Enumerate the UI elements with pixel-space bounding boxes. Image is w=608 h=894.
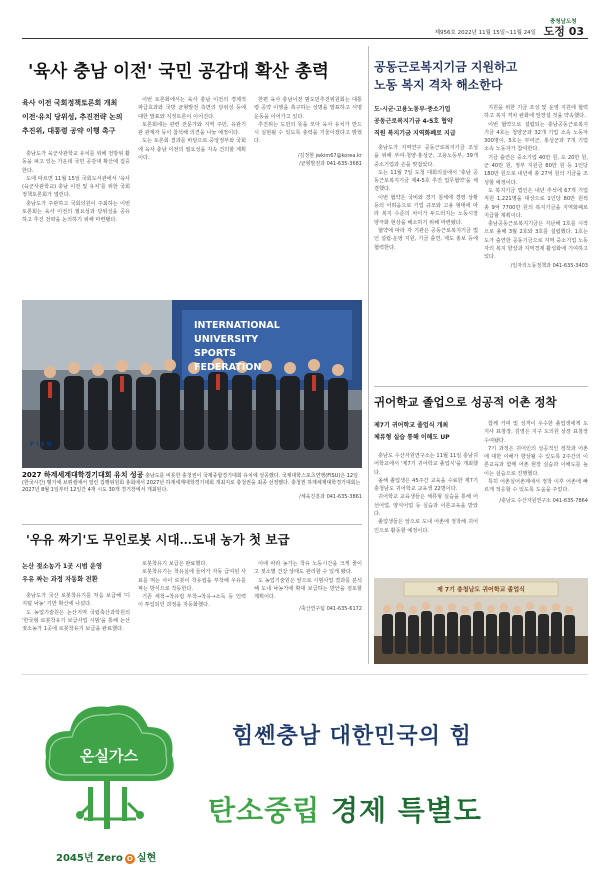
photo-1-caption-title: 2027 하계세계대학경기대회 유치 성공 (22, 471, 144, 479)
paragraph: 토론회에는 관련 전문가와 지역 주민, 유관기관 관계자 등이 참석해 의견을 나눌 예정이다. (138, 121, 246, 137)
paragraph: 충남도가 육군사관학교 유치를 위해 전방위 활동을 펴고 있는 가운데 국민 공감대 확산에 집중한다. (22, 151, 130, 174)
article-2-sub1: 논산 젖소농가 1곳 시범 운영 (22, 563, 103, 570)
paragraph: 충남도가 국산 로봇착유기를 처음 보급해 '디지털 낙농' 기반 확산에 나섰다. (22, 593, 130, 608)
svg-text:F I S U: F I S U (30, 441, 52, 448)
ad-title-green: 탄소중립 (208, 794, 321, 827)
paragraph: 충남도가 주관하고 국회의원이 주최하는 이번 토론회는 육사 이전의 필요성과 당위성을 공유하고 추진 전략을 논의하기 위해 마련됐다. (22, 200, 130, 224)
paragraph: 추진위는 도민의 뜻을 모아 육사 유치가 반드시 실현될 수 있도록 총력을 기울이겠다고 밝혔다. (254, 121, 362, 145)
zero-target (56, 849, 156, 864)
article-2-col2 (138, 560, 246, 610)
article-4-dept: /충남도 수산자원연구소 041-635-7864 (499, 497, 588, 504)
paragraph: 도에 따르면 11월 15일 국회도서관에서 '육사(육군사관학교) 충남 이전 및 유치'를 위한 국회정책토론회가 열린다. (22, 175, 130, 199)
paragraph: 이번 협약은 국비와 경기 침체에 경영 상황 등의 어려움으로 기업 규모와 고용 형태에 따라 복지 수준의 차이가 두드러지는 노동시장 양극화 현상을 해소하기 위해 마련됐다. (374, 194, 478, 226)
article-3-sub1: 도·시군·고용노동부·중소기업 (374, 106, 451, 113)
article-4-subheads (374, 420, 478, 444)
paragraph: 도 복지기금 법인은 내년 추석에 67개 기업 직원 1,221명을 대상으로 1인당 80만 원씩 총 9억 7700만 원의 복지기금을 지역화폐로 지급할 계획이다. (484, 187, 588, 219)
zero-o-badge: O (125, 854, 135, 864)
paragraph: 충남도가 지역연구 공동근로복지기금 조성을 위해 부여·청양·홍성군, 고용노동부, 39개 중소기업과 손을 맞잡았다. (374, 145, 478, 168)
article-3-headline-line2: 노동 복지 격차 해소한다 (374, 78, 503, 92)
photo-delegation (22, 300, 362, 468)
paragraph: 로봇착유기 보급은 완료했다. (142, 561, 208, 567)
page-header (22, 8, 588, 38)
article-3-headline (374, 58, 588, 94)
article-3-sub3: 직원 복지기금 지역화폐로 지급 (374, 130, 456, 137)
paragraph: 충남도 수산자원연구소는 11월 11일 충남귀어학교에서 '제7기 귀어학교 졸업식'을 개최했다. (374, 453, 478, 476)
article-1-byline: /김정현 jwkim67@korea.kr (297, 152, 362, 159)
article-1-col2 (138, 96, 246, 162)
paragraph: 도 농업기술원은 논산지역 국립축산과학원의 '한국형 로봇착유기 보급사업 시범'을 통해 논산 젖소농가 1곳에 로봇착유기 보급을 완료했다. (22, 609, 130, 633)
paragraph: 이에 따라 농가는 착유 노동시간을 크게 줄이고 젖소별 건강 상태도 관리할 수 있게 됐다. (254, 561, 362, 576)
article-2-dept: /축산연구팀 041-635-6172 (299, 606, 362, 613)
paragraph: 7기 과정은 귀어인의 성공적인 정착과 어촌에 대한 이해가 향상될 수 있도록 2주간의 이론교육과 함께 어촌 현장 실습과 이해도를 높이는 실습으로 진행했다. (484, 445, 588, 477)
article-4-col2 (484, 420, 588, 505)
photo-delegation-art (22, 300, 362, 468)
paragraph: 기금 출연은 중소기업 40만 원, 도 20만 원, 군 40만 원, 정부 지원금 80만 원 등 1인당 180만 원으로 내년에 총 27억 원의 기금을 조성할 예정이다. (484, 154, 588, 186)
banner-line-3: SPORTS (194, 348, 237, 359)
paragraph: 도는 11월 7일 도청 대회의실에서 '충남 공동근로복지기금 제4-5호 추진 업무협약'을 체결했다. (374, 169, 478, 193)
ad-title (208, 789, 482, 829)
paragraph: 한편 육사 충남이전 범도민추진위원회는 대통령 공약 이행을 촉구하는 성명을 발표하고 서명운동을 이어가고 있다. (254, 97, 362, 120)
section-label: 도정 03 (543, 25, 584, 38)
paragraph: 특히 어촌실어촌계에서 정착 이후 어촌에 빠르게 적응할 수 있도록 도움을 주었다. (484, 479, 588, 494)
banner-line-4: FEDERATION (194, 362, 262, 373)
zero-suffix: 실현 (136, 853, 157, 864)
article-2-sub2: 우유 짜는 과정 자동화 전환 (22, 576, 98, 583)
photo-graduation (374, 578, 588, 664)
paragraph: 로봇착유기는 착유실에 들어가 자동 급여된 사료를 먹는 사이 로봇이 착유컵을 부착해 우유를 짜는 방식으로 작동한다. (138, 569, 246, 592)
article-4-sub1: 제7기 귀어학교 졸업식 개최 (374, 422, 449, 429)
paragraph: 협약에 따라 각 기관은 공동근로복지기금 법인 설립·운영 지원, 기금 출연, 제도 홍보 등에 협력한다. (374, 227, 478, 251)
ad-slogan: 힘쎈충남 대한민국의 힘 (232, 723, 472, 749)
cloud-icon (36, 691, 182, 867)
issue-info: 제956호 2022년 11월 15일~11월 24일 (434, 30, 536, 36)
article-3-sub2: 공동근로복지기금 4-5호 협약 (374, 118, 453, 125)
paragraph: 귀어학교 교육생들은 체류형 실습을 통해 어선어업, 양식어업 등 실습과 이론교육을 받았다. (374, 494, 478, 518)
banner-line-2: UNIVERSITY (194, 334, 259, 345)
article-2-col1 (22, 592, 130, 633)
article-1-subheads (22, 96, 130, 138)
article-3-col2 (484, 104, 588, 270)
graduation-banner-text: 제 7기 충청남도 귀어학교 졸업식 (437, 586, 525, 594)
article-1-sub3: 추진위, 대통령 공약 이행 촉구 (22, 127, 116, 135)
photo-graduation-art (374, 578, 588, 664)
photo-1-credit: /체육진흥과 041-635-3861 (299, 494, 362, 500)
ad-banner (22, 674, 588, 887)
article-3-dept: /일자리노동정책과 041-635-3403 (510, 262, 588, 269)
paragraph: 도 농업기술원은 앞으로 시범사업 결과를 분석해 도내 낙농가에 확대 보급하는 방안을 검토할 계획이다. (254, 577, 362, 601)
paragraph: 이번 토론회에서는 육사 충남 이전의 경제적 파급효과와 국방 균형발전 측면의 당위성 등에 대한 발표와 지정토론이 이어진다. (138, 97, 246, 120)
article-1-col1 (22, 150, 130, 225)
article-3-col1 (374, 144, 478, 252)
banner-line-1: INTERNATIONAL (194, 320, 280, 331)
paragraph: 지원을 위한 기금 조성 및 운영 지원에 협력하고 복지 격차 완화에 앞장설 것을 약속했다. (484, 105, 588, 120)
article-1-sub1: 육사 이전 국회정책토론회 개최 (22, 99, 118, 107)
article-2-headline: '우유 짜기'도 무인로봇 시대…도내 농가 첫 보급 (26, 532, 290, 547)
article-2-subheads (22, 560, 130, 586)
article-4-sub2: 체류형 실습 통해 이해도 UP (374, 434, 450, 441)
logo-text: 충청남도청 (550, 19, 577, 25)
paragraph: 이번 협약으로 설립되는 충남공동근로복지기금 4호는 청양군과 32개 기업 소속 노동자 300명이, 5호는 부여군, 홍성군과 7개 기업 소속 노동자가 참여한다. (484, 121, 588, 153)
article-4-headline: 귀어학교 졸업으로 성공적 어촌 정착 (374, 395, 557, 409)
article-1-headline: '육사 충남 이전' 국민 공감대 확산 총력 (28, 62, 329, 82)
paragraph: 도는 토론회 결과를 바탕으로 중앙정부와 국회에 육사 충남 이전의 필요성을 지속 건의할 계획이다. (138, 138, 246, 162)
paragraph: 충남공동근로복지기금은 지난해 1호를 시작으로 올해 3월 2호와 3호를 설립했다. 1호는 도가 출연한 공동기금으로 지역 중소기업 노동자의 복지 향상과 지역경제 활성화에 기여하고 있다. (484, 221, 588, 261)
article-4-col1 (374, 452, 478, 535)
paragraph: 기존 세척→착유컵 부착→착유→소독 등 인력이 투입되던 과정을 자동화했다. (138, 594, 246, 609)
article-1-col3 (254, 96, 362, 168)
article-3-headline-line1: 공동근로복지기금 지원하고 (374, 60, 518, 74)
article-1-dept: /균형발전과 041-635-3681 (299, 161, 362, 168)
photo-1-caption (22, 472, 362, 501)
zero-prefix: 2045년 Zero (56, 853, 123, 864)
logo-badge (550, 8, 588, 25)
paragraph: 졸업생들은 앞으로 도내 어촌에 정착해 귀어인으로 활동할 예정이다. (374, 519, 478, 534)
paragraph: 올해 졸업생은 45주간 교육을 수료한 제7기 충청남도 귀어학교 교육생 22명이다. (374, 477, 478, 493)
article-3-subheads (374, 104, 482, 140)
article-2-col3 (254, 560, 362, 614)
paragraph: 함께 거며 및 성격이 우수한 졸업생에게 도지사 표창장, 김영은 지구 도의원 상장 표창장 수여됐다. (484, 421, 588, 444)
article-1-sub2: 이전·유치 당위성, 추진전략 논의 (22, 113, 123, 121)
photo-1-caption-body: 충남도를 비롯한 충청권이 국제종합경기대회 유치에 성공했다. 국제대학스포츠연맹(FISU)은 12일(한국시간) 벨기에 브뤼셀에서 열린 집행위원회 총회에서 2027년 하계세계대학경기대회 개최지로 충청권을 최종 선정했다. 충청권 하계세계대학경기대회는 2027년 8월 1일부터 12일간 4개 시도 30개 경기장에서 개최된다. (22, 473, 361, 493)
cloud-label: 온실가스 (80, 747, 138, 765)
ad-title-dark: 경제 특별도 (330, 794, 482, 827)
